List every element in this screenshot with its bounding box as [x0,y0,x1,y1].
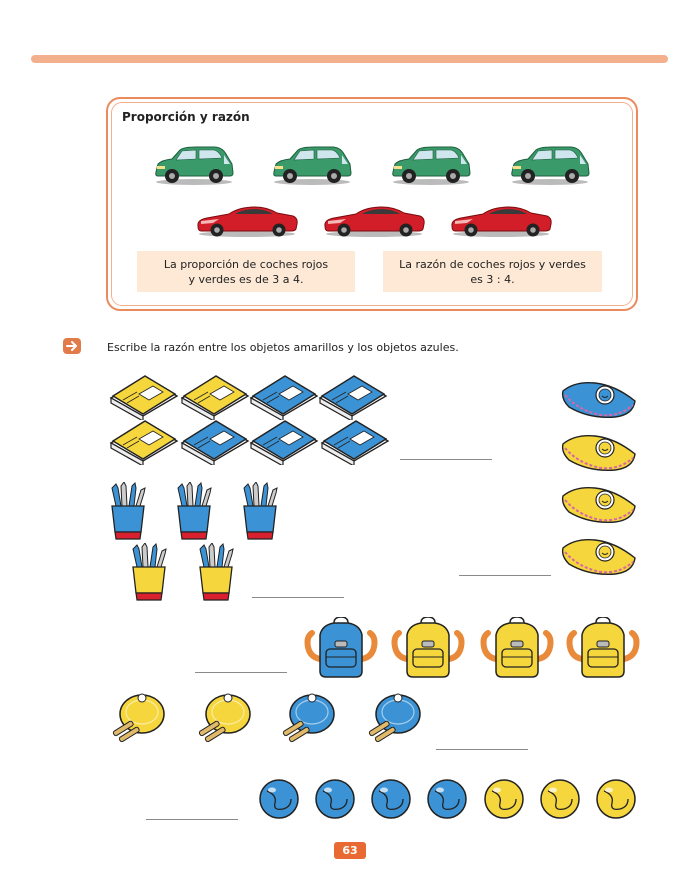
green-car-icon [270,140,354,188]
red-car-icon [449,201,553,239]
red-car-icon [322,201,426,239]
proportion-definition [137,251,355,292]
yellow-book-icon [109,417,179,465]
answer-line-backpacks[interactable] [195,672,287,673]
blue-book-icon [249,417,319,465]
yellow-pencil-case-icon [559,430,639,474]
green-car-icon [152,140,236,188]
blue-pencil-cup-icon [108,482,148,544]
yellow-racket-icon [106,692,170,746]
blue-racket-icon [276,692,340,746]
ratio-definition [383,251,602,292]
proportion-line-2: y verdes es de 3 a 4. [188,272,304,286]
yellow-backpack-icon [391,617,465,679]
blue-ball-icon [257,777,301,821]
answer-line-books[interactable] [400,459,492,460]
answer-line-balls[interactable] [146,819,238,820]
yellow-pencil-case-icon [559,482,639,526]
page-number: 63 [334,842,366,859]
blue-pencil-cup-icon [174,482,214,544]
proportion-line-1: La proporción de coches rojos [163,257,329,271]
green-car-icon [508,140,592,188]
yellow-backpack-icon [480,617,554,679]
red-car-icon [195,201,299,239]
blue-ball-icon [313,777,357,821]
yellow-pencil-case-icon [559,534,639,578]
blue-pencil-cup-icon [240,482,280,544]
yellow-ball-icon [594,777,638,821]
ratio-line-2: es 3 : 4. [470,272,515,286]
answer-line-pencil-cups[interactable] [252,597,344,598]
blue-book-icon [320,417,390,465]
top-decorative-bar [31,55,668,63]
yellow-ball-icon [482,777,526,821]
blue-backpack-icon [304,617,378,679]
arrow-right-icon [63,338,81,354]
blue-racket-icon [362,692,426,746]
yellow-book-icon [180,372,250,420]
blue-book-icon [318,372,388,420]
box-title: Proporción y razón [122,110,250,124]
yellow-pencil-cup-icon [129,543,169,605]
yellow-pencil-cup-icon [196,543,236,605]
blue-book-icon [249,372,319,420]
yellow-backpack-icon [566,617,640,679]
yellow-racket-icon [192,692,256,746]
blue-book-icon [180,417,250,465]
yellow-book-icon [109,372,179,420]
blue-pencil-case-icon [559,377,639,421]
green-car-icon [389,140,473,188]
ratio-line-1: La razón de coches rojos y verdes [399,257,586,271]
answer-line-rackets[interactable] [436,749,528,750]
yellow-ball-icon [538,777,582,821]
exercise-instruction: Escribe la razón entre los objetos amarillos y los objetos azules. [107,341,459,354]
blue-ball-icon [425,777,469,821]
blue-ball-icon [369,777,413,821]
answer-line-pencil-cases[interactable] [459,575,551,576]
